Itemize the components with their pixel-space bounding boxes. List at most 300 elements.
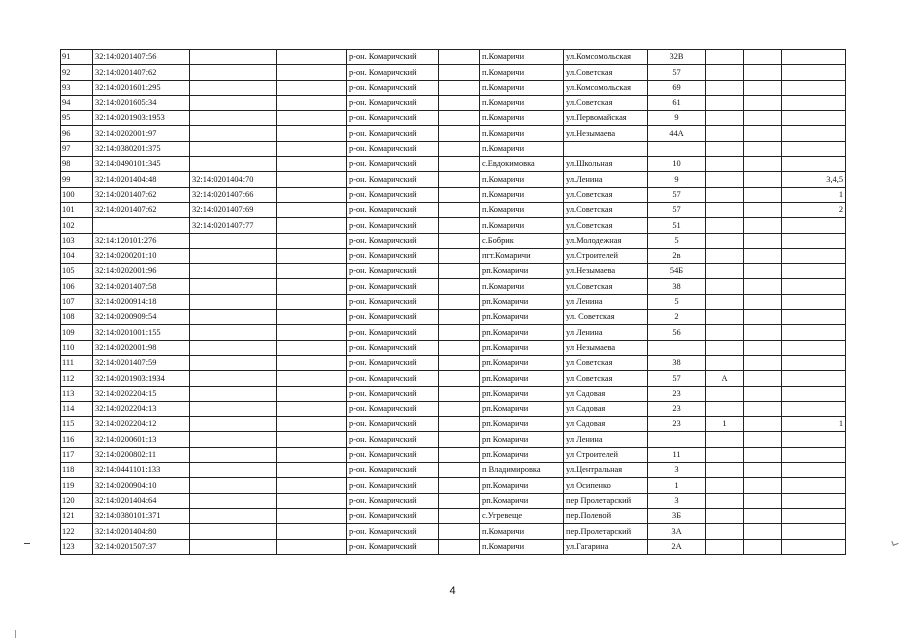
cadastral-number-cell: 32:14:0380101:371 xyxy=(93,508,190,523)
district-cell: р-он. Комаричский xyxy=(347,218,439,233)
empty-cell xyxy=(277,524,347,539)
building-letter-cell xyxy=(706,279,744,294)
settlement-cell: п.Комаричи xyxy=(480,539,564,554)
building-letter-cell xyxy=(706,141,744,156)
settlement-cell: рп.Комаричи xyxy=(480,371,564,386)
settlement-cell: рп.Комаричи xyxy=(480,386,564,401)
linked-cadastral-number-cell xyxy=(190,432,277,447)
empty-cell xyxy=(439,50,480,65)
table-row xyxy=(61,264,846,279)
cadastral-number-cell: 32:14:0201407:56 xyxy=(93,50,190,65)
row-number-cell: 119 xyxy=(61,478,93,493)
apartment-cell: 1 xyxy=(782,417,846,432)
row-number-cell: 104 xyxy=(61,248,93,263)
apartment-cell xyxy=(782,111,846,126)
empty-cell xyxy=(439,202,480,217)
district-cell: р-он. Комаричский xyxy=(347,294,439,309)
linked-cadastral-number-cell xyxy=(190,447,277,462)
street-cell: ул Строителей xyxy=(564,447,648,462)
street-cell: пер.Пролетарский xyxy=(564,524,648,539)
table-row xyxy=(61,432,846,447)
empty-cell xyxy=(277,111,347,126)
empty-cell xyxy=(744,447,782,462)
apartment-cell xyxy=(782,65,846,80)
house-number-cell: 3Б xyxy=(648,508,706,523)
house-number-cell: 23 xyxy=(648,401,706,416)
table-row xyxy=(61,141,846,156)
settlement-cell: п.Комаричи xyxy=(480,111,564,126)
linked-cadastral-number-cell xyxy=(190,264,277,279)
row-number-cell: 103 xyxy=(61,233,93,248)
building-letter-cell xyxy=(706,218,744,233)
linked-cadastral-number-cell xyxy=(190,463,277,478)
settlement-cell: п.Комаричи xyxy=(480,80,564,95)
settlement-cell: рп.Комаричи xyxy=(480,340,564,355)
street-cell: ул.Первомайская xyxy=(564,111,648,126)
building-letter-cell xyxy=(706,50,744,65)
settlement-cell: рп.Комаричи xyxy=(480,478,564,493)
settlement-cell: п.Комаричи xyxy=(480,141,564,156)
table-row xyxy=(61,417,846,432)
table-row xyxy=(61,218,846,233)
apartment-cell xyxy=(782,539,846,554)
house-number-cell: 2в xyxy=(648,248,706,263)
scan-mark xyxy=(891,539,898,546)
apartment-cell xyxy=(782,386,846,401)
empty-cell xyxy=(277,141,347,156)
empty-cell xyxy=(744,218,782,233)
empty-cell xyxy=(744,310,782,325)
empty-cell xyxy=(744,95,782,110)
house-number-cell xyxy=(648,340,706,355)
empty-cell xyxy=(277,386,347,401)
row-number-cell: 98 xyxy=(61,157,93,172)
empty-cell xyxy=(277,157,347,172)
table-row xyxy=(61,508,846,523)
street-cell: ул Советская xyxy=(564,371,648,386)
row-number-cell: 114 xyxy=(61,401,93,416)
empty-cell xyxy=(277,202,347,217)
building-letter-cell xyxy=(706,310,744,325)
empty-cell xyxy=(744,141,782,156)
building-letter-cell xyxy=(706,202,744,217)
apartment-cell xyxy=(782,80,846,95)
district-cell: р-он. Комаричский xyxy=(347,126,439,141)
table-row xyxy=(61,478,846,493)
apartment-cell: 2 xyxy=(782,202,846,217)
empty-cell xyxy=(744,264,782,279)
table-row xyxy=(61,325,846,340)
district-cell: р-он. Комаричский xyxy=(347,508,439,523)
empty-cell xyxy=(439,294,480,309)
linked-cadastral-number-cell xyxy=(190,355,277,370)
district-cell: р-он. Комаричский xyxy=(347,386,439,401)
building-letter-cell xyxy=(706,126,744,141)
settlement-cell: п Владимировка xyxy=(480,463,564,478)
table-row xyxy=(61,111,846,126)
house-number-cell: 5 xyxy=(648,294,706,309)
house-number-cell: 61 xyxy=(648,95,706,110)
house-number-cell: 2 xyxy=(648,310,706,325)
row-number-cell: 123 xyxy=(61,539,93,554)
empty-cell xyxy=(744,478,782,493)
row-number-cell: 94 xyxy=(61,95,93,110)
apartment-cell xyxy=(782,478,846,493)
empty-cell xyxy=(744,233,782,248)
street-cell: ул Незымаева xyxy=(564,340,648,355)
building-letter-cell xyxy=(706,539,744,554)
settlement-cell: с.Угревеще xyxy=(480,508,564,523)
apartment-cell xyxy=(782,95,846,110)
district-cell: р-он. Комаричский xyxy=(347,50,439,65)
cadastral-number-cell: 32:14:0202204:12 xyxy=(93,417,190,432)
empty-cell xyxy=(439,233,480,248)
district-cell: р-он. Комаричский xyxy=(347,417,439,432)
house-number-cell: 57 xyxy=(648,371,706,386)
house-number-cell: 57 xyxy=(648,187,706,202)
house-number-cell: 51 xyxy=(648,218,706,233)
house-number-cell: 54Б xyxy=(648,264,706,279)
empty-cell xyxy=(277,310,347,325)
settlement-cell: п.Комаричи xyxy=(480,187,564,202)
settlement-cell: п.Комаричи xyxy=(480,172,564,187)
empty-cell xyxy=(744,463,782,478)
street-cell: ул Ленина xyxy=(564,432,648,447)
building-letter-cell xyxy=(706,447,744,462)
apartment-cell xyxy=(782,355,846,370)
district-cell: р-он. Комаричский xyxy=(347,325,439,340)
empty-cell xyxy=(439,218,480,233)
empty-cell xyxy=(277,508,347,523)
building-letter-cell xyxy=(706,65,744,80)
linked-cadastral-number-cell xyxy=(190,401,277,416)
empty-cell xyxy=(744,539,782,554)
settlement-cell: п.Комаричи xyxy=(480,279,564,294)
district-cell: р-он. Комаричский xyxy=(347,493,439,508)
linked-cadastral-number-cell: 32:14:0201407:69 xyxy=(190,202,277,217)
empty-cell xyxy=(439,508,480,523)
empty-cell xyxy=(439,355,480,370)
house-number-cell: 38 xyxy=(648,279,706,294)
settlement-cell: п.Комаричи xyxy=(480,65,564,80)
street-cell: ул.Гагарина xyxy=(564,539,648,554)
apartment-cell: 1 xyxy=(782,187,846,202)
empty-cell xyxy=(277,50,347,65)
house-number-cell: 38 xyxy=(648,355,706,370)
building-letter-cell xyxy=(706,233,744,248)
row-number-cell: 109 xyxy=(61,325,93,340)
settlement-cell: рп.Комаричи xyxy=(480,401,564,416)
table-row xyxy=(61,157,846,172)
apartment-cell xyxy=(782,340,846,355)
cadastral-number-cell: 32:14:0201407:58 xyxy=(93,279,190,294)
property-registry-table xyxy=(60,49,846,555)
empty-cell xyxy=(439,432,480,447)
house-number-cell xyxy=(648,141,706,156)
linked-cadastral-number-cell xyxy=(190,95,277,110)
table-row xyxy=(61,233,846,248)
district-cell: р-он. Комаричский xyxy=(347,340,439,355)
house-number-cell: 5 xyxy=(648,233,706,248)
linked-cadastral-number-cell xyxy=(190,310,277,325)
table-body xyxy=(61,50,846,555)
row-number-cell: 101 xyxy=(61,202,93,217)
empty-cell xyxy=(439,141,480,156)
linked-cadastral-number-cell xyxy=(190,524,277,539)
cadastral-number-cell: 32:14:0201601:295 xyxy=(93,80,190,95)
district-cell: р-он. Комаричский xyxy=(347,202,439,217)
empty-cell xyxy=(744,493,782,508)
district-cell: р-он. Комаричский xyxy=(347,432,439,447)
settlement-cell: рп.Комаричи xyxy=(480,417,564,432)
cadastral-number-cell: 32:14:0200914:18 xyxy=(93,294,190,309)
building-letter-cell xyxy=(706,386,744,401)
empty-cell xyxy=(277,463,347,478)
empty-cell xyxy=(744,248,782,263)
empty-cell xyxy=(439,279,480,294)
street-cell: ул Садовая xyxy=(564,386,648,401)
row-number-cell: 108 xyxy=(61,310,93,325)
district-cell: р-он. Комаричский xyxy=(347,355,439,370)
empty-cell xyxy=(277,126,347,141)
row-number-cell: 92 xyxy=(61,65,93,80)
linked-cadastral-number-cell xyxy=(190,233,277,248)
street-cell: ул Садовая xyxy=(564,417,648,432)
building-letter-cell xyxy=(706,355,744,370)
settlement-cell: рп Комаричи xyxy=(480,432,564,447)
cadastral-number-cell xyxy=(93,218,190,233)
street-cell: ул.Советская xyxy=(564,95,648,110)
table-row xyxy=(61,172,846,187)
table-row xyxy=(61,493,846,508)
cadastral-number-cell: 32:14:0202001:98 xyxy=(93,340,190,355)
street-cell: ул Ленина xyxy=(564,325,648,340)
cadastral-number-cell: 32:14:0200802:11 xyxy=(93,447,190,462)
settlement-cell: п.Комаричи xyxy=(480,524,564,539)
building-letter-cell: А xyxy=(706,371,744,386)
row-number-cell: 96 xyxy=(61,126,93,141)
building-letter-cell xyxy=(706,508,744,523)
street-cell: ул.Советская xyxy=(564,187,648,202)
cadastral-number-cell: 32:14:0441101:133 xyxy=(93,463,190,478)
building-letter-cell xyxy=(706,172,744,187)
apartment-cell xyxy=(782,401,846,416)
table-row xyxy=(61,340,846,355)
linked-cadastral-number-cell xyxy=(190,417,277,432)
street-cell: ул. Советская xyxy=(564,310,648,325)
table-row xyxy=(61,371,846,386)
empty-cell xyxy=(277,432,347,447)
house-number-cell: 11 xyxy=(648,447,706,462)
cadastral-number-cell: 32:14:0202001:97 xyxy=(93,126,190,141)
street-cell: ул.Советская xyxy=(564,65,648,80)
empty-cell xyxy=(439,264,480,279)
empty-cell xyxy=(277,493,347,508)
empty-cell xyxy=(439,386,480,401)
building-letter-cell xyxy=(706,294,744,309)
building-letter-cell: 1 xyxy=(706,417,744,432)
linked-cadastral-number-cell xyxy=(190,141,277,156)
apartment-cell xyxy=(782,447,846,462)
cadastral-number-cell: 32:14:0201404:64 xyxy=(93,493,190,508)
apartment-cell xyxy=(782,126,846,141)
district-cell: р-он. Комаричский xyxy=(347,524,439,539)
document-page xyxy=(60,49,846,555)
apartment-cell xyxy=(782,233,846,248)
district-cell: р-он. Комаричский xyxy=(347,248,439,263)
empty-cell xyxy=(439,310,480,325)
house-number-cell: 23 xyxy=(648,417,706,432)
empty-cell xyxy=(439,463,480,478)
linked-cadastral-number-cell xyxy=(190,111,277,126)
empty-cell xyxy=(439,95,480,110)
house-number-cell: 57 xyxy=(648,65,706,80)
empty-cell xyxy=(439,111,480,126)
table-row xyxy=(61,539,846,554)
empty-cell xyxy=(439,325,480,340)
apartment-cell xyxy=(782,493,846,508)
street-cell: ул.Центральная xyxy=(564,463,648,478)
building-letter-cell xyxy=(706,478,744,493)
empty-cell xyxy=(744,172,782,187)
table-row xyxy=(61,65,846,80)
district-cell: р-он. Комаричский xyxy=(347,95,439,110)
row-number-cell: 121 xyxy=(61,508,93,523)
street-cell: ул.Школьная xyxy=(564,157,648,172)
linked-cadastral-number-cell xyxy=(190,493,277,508)
cadastral-number-cell: 32:14:0200201:10 xyxy=(93,248,190,263)
street-cell: ул.Советская xyxy=(564,202,648,217)
linked-cadastral-number-cell: 32:14:0201407:77 xyxy=(190,218,277,233)
linked-cadastral-number-cell xyxy=(190,325,277,340)
apartment-cell xyxy=(782,371,846,386)
street-cell: ул Советская xyxy=(564,355,648,370)
row-number-cell: 102 xyxy=(61,218,93,233)
house-number-cell: 44А xyxy=(648,126,706,141)
empty-cell xyxy=(744,524,782,539)
district-cell: р-он. Комаричский xyxy=(347,310,439,325)
empty-cell xyxy=(744,386,782,401)
row-number-cell: 112 xyxy=(61,371,93,386)
district-cell: р-он. Комаричский xyxy=(347,539,439,554)
settlement-cell: рп.Комаричи xyxy=(480,493,564,508)
table-row xyxy=(61,401,846,416)
apartment-cell xyxy=(782,157,846,172)
apartment-cell xyxy=(782,264,846,279)
apartment-cell xyxy=(782,248,846,263)
table-row xyxy=(61,187,846,202)
linked-cadastral-number-cell: 32:14:0201407:66 xyxy=(190,187,277,202)
linked-cadastral-number-cell xyxy=(190,248,277,263)
scan-mark xyxy=(15,630,16,638)
house-number-cell: 9 xyxy=(648,111,706,126)
empty-cell xyxy=(744,355,782,370)
apartment-cell xyxy=(782,50,846,65)
street-cell: ул Садовая xyxy=(564,401,648,416)
empty-cell xyxy=(277,233,347,248)
building-letter-cell xyxy=(706,340,744,355)
empty-cell xyxy=(439,126,480,141)
building-letter-cell xyxy=(706,95,744,110)
apartment-cell xyxy=(782,432,846,447)
house-number-cell: 3А xyxy=(648,524,706,539)
row-number-cell: 106 xyxy=(61,279,93,294)
empty-cell xyxy=(439,65,480,80)
empty-cell xyxy=(439,493,480,508)
empty-cell xyxy=(439,187,480,202)
settlement-cell: рп.Комаричи xyxy=(480,294,564,309)
table-row xyxy=(61,202,846,217)
district-cell: р-он. Комаричский xyxy=(347,463,439,478)
empty-cell xyxy=(439,371,480,386)
empty-cell xyxy=(439,80,480,95)
row-number-cell: 111 xyxy=(61,355,93,370)
empty-cell xyxy=(744,80,782,95)
row-number-cell: 93 xyxy=(61,80,93,95)
row-number-cell: 115 xyxy=(61,417,93,432)
settlement-cell: рп.Комаричи xyxy=(480,310,564,325)
empty-cell xyxy=(439,340,480,355)
empty-cell xyxy=(277,65,347,80)
settlement-cell: п.Комаричи xyxy=(480,218,564,233)
settlement-cell: рп.Комаричи xyxy=(480,325,564,340)
linked-cadastral-number-cell xyxy=(190,539,277,554)
empty-cell xyxy=(277,447,347,462)
scan-mark xyxy=(24,543,30,544)
building-letter-cell xyxy=(706,325,744,340)
table-row xyxy=(61,524,846,539)
street-cell: ул.Комсомольская xyxy=(564,50,648,65)
cadastral-number-cell: 32:14:0202001:96 xyxy=(93,264,190,279)
cadastral-number-cell: 32:14:0201407:62 xyxy=(93,65,190,80)
building-letter-cell xyxy=(706,111,744,126)
district-cell: р-он. Комаричский xyxy=(347,80,439,95)
linked-cadastral-number-cell xyxy=(190,508,277,523)
building-letter-cell xyxy=(706,493,744,508)
district-cell: р-он. Комаричский xyxy=(347,157,439,172)
house-number-cell: 69 xyxy=(648,80,706,95)
table-row xyxy=(61,95,846,110)
empty-cell xyxy=(744,432,782,447)
table-row xyxy=(61,294,846,309)
empty-cell xyxy=(744,340,782,355)
empty-cell xyxy=(744,202,782,217)
empty-cell xyxy=(744,417,782,432)
table-row xyxy=(61,463,846,478)
cadastral-number-cell: 32:14:0201407:59 xyxy=(93,355,190,370)
row-number-cell: 95 xyxy=(61,111,93,126)
apartment-cell: 3,4,5 xyxy=(782,172,846,187)
district-cell: р-он. Комаричский xyxy=(347,401,439,416)
empty-cell xyxy=(277,172,347,187)
table-row xyxy=(61,248,846,263)
cadastral-number-cell: 32:14:0201001:155 xyxy=(93,325,190,340)
empty-cell xyxy=(277,248,347,263)
table-row xyxy=(61,50,846,65)
linked-cadastral-number-cell xyxy=(190,294,277,309)
street-cell: ул.Ленина xyxy=(564,172,648,187)
empty-cell xyxy=(744,508,782,523)
house-number-cell: 3 xyxy=(648,493,706,508)
cadastral-number-cell: 32:14:0201903:1953 xyxy=(93,111,190,126)
cadastral-number-cell: 32:14:0201903:1934 xyxy=(93,371,190,386)
house-number-cell: 32В xyxy=(648,50,706,65)
settlement-cell: с.Евдокимовка xyxy=(480,157,564,172)
cadastral-number-cell: 32:14:0201407:62 xyxy=(93,187,190,202)
street-cell: ул Ленина xyxy=(564,294,648,309)
street-cell: ул.Незымаева xyxy=(564,126,648,141)
house-number-cell: 10 xyxy=(648,157,706,172)
